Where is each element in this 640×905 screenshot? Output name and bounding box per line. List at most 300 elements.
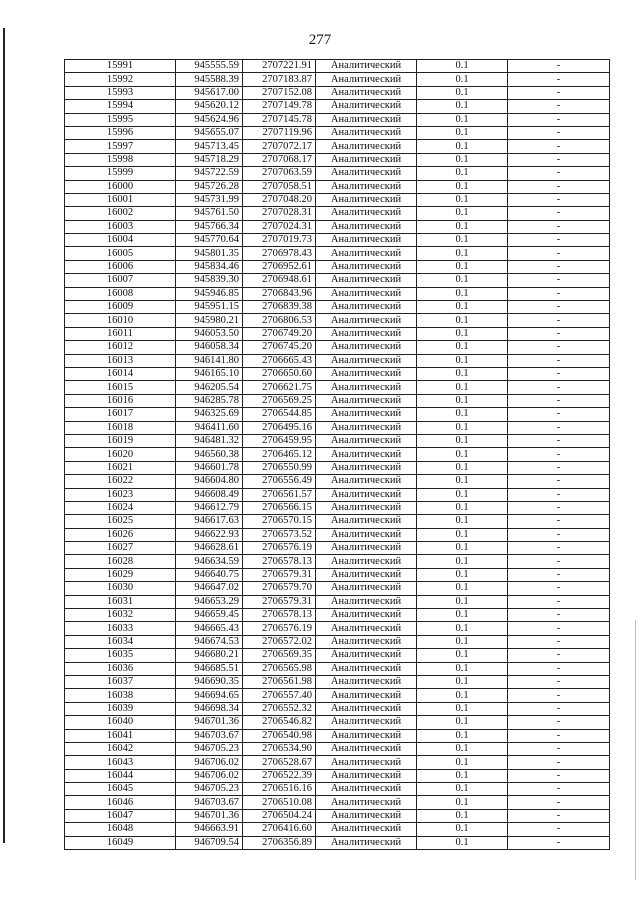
point-number-cell: 16041 — [65, 729, 176, 742]
note-cell: - — [508, 408, 610, 421]
note-cell: - — [508, 769, 610, 782]
note-cell: - — [508, 381, 610, 394]
table-row — [65, 783, 610, 796]
method-cell: Аналитический — [316, 809, 417, 822]
x-coordinate-cell: 945946.85 — [176, 287, 243, 300]
method-cell: Аналитический — [316, 475, 417, 488]
y-coordinate-cell: 2706843.96 — [243, 287, 316, 300]
note-cell: - — [508, 247, 610, 260]
point-number-cell: 16030 — [65, 582, 176, 595]
y-coordinate-cell: 2706569.25 — [243, 394, 316, 407]
method-cell: Аналитический — [316, 635, 417, 648]
accuracy-cell: 0.1 — [417, 408, 508, 421]
point-number-cell: 16040 — [65, 716, 176, 729]
method-cell: Аналитический — [316, 609, 417, 622]
y-coordinate-cell: 2706495.16 — [243, 421, 316, 434]
note-cell: - — [508, 301, 610, 314]
table-row — [65, 716, 610, 729]
note-cell: - — [508, 180, 610, 193]
method-cell: Аналитический — [316, 421, 417, 434]
x-coordinate-cell: 946604.80 — [176, 475, 243, 488]
y-coordinate-cell: 2706544.85 — [243, 408, 316, 421]
x-coordinate-cell: 945726.28 — [176, 180, 243, 193]
method-cell: Аналитический — [316, 100, 417, 113]
note-cell: - — [508, 783, 610, 796]
table-row — [65, 193, 610, 206]
scan-left-edge — [3, 28, 5, 843]
table-row — [65, 434, 610, 447]
table-row — [65, 742, 610, 755]
method-cell: Аналитический — [316, 542, 417, 555]
table-row — [65, 649, 610, 662]
x-coordinate-cell: 945722.59 — [176, 167, 243, 180]
point-number-cell: 16047 — [65, 809, 176, 822]
note-cell: - — [508, 367, 610, 380]
method-cell: Аналитический — [316, 622, 417, 635]
method-cell: Аналитический — [316, 515, 417, 528]
accuracy-cell: 0.1 — [417, 220, 508, 233]
method-cell: Аналитический — [316, 260, 417, 273]
accuracy-cell: 0.1 — [417, 568, 508, 581]
note-cell: - — [508, 675, 610, 688]
y-coordinate-cell: 2706572.02 — [243, 635, 316, 648]
method-cell: Аналитический — [316, 555, 417, 568]
accuracy-cell: 0.1 — [417, 555, 508, 568]
method-cell: Аналитический — [316, 796, 417, 809]
method-cell: Аналитический — [316, 769, 417, 782]
y-coordinate-cell: 2707183.87 — [243, 73, 316, 86]
note-cell: - — [508, 354, 610, 367]
table-row — [65, 475, 610, 488]
table-row — [65, 609, 610, 622]
accuracy-cell: 0.1 — [417, 247, 508, 260]
method-cell: Аналитический — [316, 220, 417, 233]
x-coordinate-cell: 946058.34 — [176, 341, 243, 354]
method-cell: Аналитический — [316, 675, 417, 688]
y-coordinate-cell: 2706665.43 — [243, 354, 316, 367]
accuracy-cell: 0.1 — [417, 301, 508, 314]
x-coordinate-cell: 946601.78 — [176, 461, 243, 474]
x-coordinate-cell: 946634.59 — [176, 555, 243, 568]
point-number-cell: 16037 — [65, 675, 176, 688]
point-number-cell: 16031 — [65, 595, 176, 608]
accuracy-cell: 0.1 — [417, 675, 508, 688]
y-coordinate-cell: 2707058.51 — [243, 180, 316, 193]
x-coordinate-cell: 946653.29 — [176, 595, 243, 608]
table-row — [65, 515, 610, 528]
note-cell: - — [508, 716, 610, 729]
accuracy-cell: 0.1 — [417, 836, 508, 849]
note-cell: - — [508, 220, 610, 233]
x-coordinate-cell: 945588.39 — [176, 73, 243, 86]
x-coordinate-cell: 946703.67 — [176, 796, 243, 809]
note-cell: - — [508, 394, 610, 407]
note-cell: - — [508, 542, 610, 555]
accuracy-cell: 0.1 — [417, 434, 508, 447]
method-cell: Аналитический — [316, 327, 417, 340]
table-row — [65, 582, 610, 595]
note-cell: - — [508, 635, 610, 648]
x-coordinate-cell: 946674.53 — [176, 635, 243, 648]
accuracy-cell: 0.1 — [417, 354, 508, 367]
point-number-cell: 16008 — [65, 287, 176, 300]
accuracy-cell: 0.1 — [417, 689, 508, 702]
table-row — [65, 542, 610, 555]
y-coordinate-cell: 2706561.57 — [243, 488, 316, 501]
accuracy-cell: 0.1 — [417, 823, 508, 836]
x-coordinate-cell: 946659.45 — [176, 609, 243, 622]
method-cell: Аналитический — [316, 341, 417, 354]
method-cell: Аналитический — [316, 702, 417, 715]
accuracy-cell: 0.1 — [417, 113, 508, 126]
accuracy-cell: 0.1 — [417, 260, 508, 273]
x-coordinate-cell: 946285.78 — [176, 394, 243, 407]
table-row — [65, 100, 610, 113]
method-cell: Аналитический — [316, 394, 417, 407]
accuracy-cell: 0.1 — [417, 180, 508, 193]
point-number-cell: 16046 — [65, 796, 176, 809]
accuracy-cell: 0.1 — [417, 394, 508, 407]
note-cell: - — [508, 314, 610, 327]
table-row — [65, 836, 610, 849]
note-cell: - — [508, 193, 610, 206]
y-coordinate-cell: 2706806.53 — [243, 314, 316, 327]
point-number-cell: 16039 — [65, 702, 176, 715]
accuracy-cell: 0.1 — [417, 448, 508, 461]
y-coordinate-cell: 2706573.52 — [243, 528, 316, 541]
point-number-cell: 16014 — [65, 367, 176, 380]
point-number-cell: 16015 — [65, 381, 176, 394]
y-coordinate-cell: 2707068.17 — [243, 153, 316, 166]
note-cell: - — [508, 501, 610, 514]
table-row — [65, 167, 610, 180]
method-cell: Аналитический — [316, 716, 417, 729]
x-coordinate-cell: 946628.61 — [176, 542, 243, 555]
x-coordinate-cell: 946617.63 — [176, 515, 243, 528]
note-cell: - — [508, 140, 610, 153]
x-coordinate-cell: 946701.36 — [176, 809, 243, 822]
table-row — [65, 367, 610, 380]
y-coordinate-cell: 2706569.35 — [243, 649, 316, 662]
point-number-cell: 16006 — [65, 260, 176, 273]
table-row — [65, 354, 610, 367]
x-coordinate-cell: 945766.34 — [176, 220, 243, 233]
accuracy-cell: 0.1 — [417, 193, 508, 206]
table-row — [65, 180, 610, 193]
method-cell: Аналитический — [316, 86, 417, 99]
x-coordinate-cell: 946481.32 — [176, 434, 243, 447]
table-row — [65, 274, 610, 287]
y-coordinate-cell: 2707221.91 — [243, 60, 316, 73]
x-coordinate-cell: 946608.49 — [176, 488, 243, 501]
point-number-cell: 16038 — [65, 689, 176, 702]
method-cell: Аналитический — [316, 126, 417, 139]
x-coordinate-cell: 945655.07 — [176, 126, 243, 139]
point-number-cell: 16025 — [65, 515, 176, 528]
y-coordinate-cell: 2706528.67 — [243, 756, 316, 769]
table-row — [65, 528, 610, 541]
y-coordinate-cell: 2706978.43 — [243, 247, 316, 260]
method-cell: Аналитический — [316, 783, 417, 796]
table-row — [65, 461, 610, 474]
x-coordinate-cell: 945620.12 — [176, 100, 243, 113]
method-cell: Аналитический — [316, 274, 417, 287]
point-number-cell: 16028 — [65, 555, 176, 568]
note-cell: - — [508, 555, 610, 568]
note-cell: - — [508, 809, 610, 822]
x-coordinate-cell: 946701.36 — [176, 716, 243, 729]
note-cell: - — [508, 475, 610, 488]
method-cell: Аналитический — [316, 140, 417, 153]
note-cell: - — [508, 421, 610, 434]
table-row — [65, 86, 610, 99]
y-coordinate-cell: 2706579.31 — [243, 568, 316, 581]
table-row — [65, 234, 610, 247]
point-number-cell: 16036 — [65, 662, 176, 675]
note-cell: - — [508, 622, 610, 635]
accuracy-cell: 0.1 — [417, 769, 508, 782]
note-cell: - — [508, 836, 610, 849]
note-cell: - — [508, 689, 610, 702]
point-number-cell: 15993 — [65, 86, 176, 99]
x-coordinate-cell: 945555.59 — [176, 60, 243, 73]
y-coordinate-cell: 2706504.24 — [243, 809, 316, 822]
note-cell: - — [508, 528, 610, 541]
method-cell: Аналитический — [316, 662, 417, 675]
accuracy-cell: 0.1 — [417, 421, 508, 434]
table-row — [65, 140, 610, 153]
x-coordinate-cell: 946665.43 — [176, 622, 243, 635]
table-row — [65, 702, 610, 715]
x-coordinate-cell: 946663.91 — [176, 823, 243, 836]
x-coordinate-cell: 946705.23 — [176, 742, 243, 755]
accuracy-cell: 0.1 — [417, 783, 508, 796]
method-cell: Аналитический — [316, 113, 417, 126]
note-cell: - — [508, 73, 610, 86]
point-number-cell: 15997 — [65, 140, 176, 153]
accuracy-cell: 0.1 — [417, 287, 508, 300]
y-coordinate-cell: 2706579.31 — [243, 595, 316, 608]
x-coordinate-cell: 945834.46 — [176, 260, 243, 273]
x-coordinate-cell: 945801.35 — [176, 247, 243, 260]
accuracy-cell: 0.1 — [417, 609, 508, 622]
table-row — [65, 207, 610, 220]
point-number-cell: 16021 — [65, 461, 176, 474]
table-row — [65, 381, 610, 394]
y-coordinate-cell: 2707024.31 — [243, 220, 316, 233]
method-cell: Аналитический — [316, 729, 417, 742]
table-row — [65, 568, 610, 581]
x-coordinate-cell: 945713.45 — [176, 140, 243, 153]
x-coordinate-cell: 946680.21 — [176, 649, 243, 662]
y-coordinate-cell: 2706546.82 — [243, 716, 316, 729]
table-row — [65, 488, 610, 501]
method-cell: Аналитический — [316, 367, 417, 380]
point-number-cell: 16035 — [65, 649, 176, 662]
accuracy-cell: 0.1 — [417, 167, 508, 180]
method-cell: Аналитический — [316, 742, 417, 755]
table-row — [65, 769, 610, 782]
table-row — [65, 327, 610, 340]
point-number-cell: 16012 — [65, 341, 176, 354]
method-cell: Аналитический — [316, 381, 417, 394]
method-cell: Аналитический — [316, 595, 417, 608]
accuracy-cell: 0.1 — [417, 716, 508, 729]
accuracy-cell: 0.1 — [417, 542, 508, 555]
coordinates-table-body — [65, 60, 610, 850]
y-coordinate-cell: 2706556.49 — [243, 475, 316, 488]
x-coordinate-cell: 946560.38 — [176, 448, 243, 461]
x-coordinate-cell: 946690.35 — [176, 675, 243, 688]
table-row — [65, 756, 610, 769]
point-number-cell: 16011 — [65, 327, 176, 340]
y-coordinate-cell: 2706749.20 — [243, 327, 316, 340]
y-coordinate-cell: 2706650.60 — [243, 367, 316, 380]
y-coordinate-cell: 2706745.20 — [243, 341, 316, 354]
note-cell: - — [508, 823, 610, 836]
accuracy-cell: 0.1 — [417, 635, 508, 648]
point-number-cell: 16016 — [65, 394, 176, 407]
method-cell: Аналитический — [316, 73, 417, 86]
table-row — [65, 126, 610, 139]
method-cell: Аналитический — [316, 234, 417, 247]
table-row — [65, 555, 610, 568]
y-coordinate-cell: 2707152.08 — [243, 86, 316, 99]
y-coordinate-cell: 2706576.19 — [243, 622, 316, 635]
accuracy-cell: 0.1 — [417, 528, 508, 541]
x-coordinate-cell: 946053.50 — [176, 327, 243, 340]
accuracy-cell: 0.1 — [417, 126, 508, 139]
y-coordinate-cell: 2706948.61 — [243, 274, 316, 287]
method-cell: Аналитический — [316, 756, 417, 769]
method-cell: Аналитический — [316, 568, 417, 581]
table-row — [65, 394, 610, 407]
note-cell: - — [508, 60, 610, 73]
note-cell: - — [508, 488, 610, 501]
accuracy-cell: 0.1 — [417, 274, 508, 287]
table-row — [65, 662, 610, 675]
x-coordinate-cell: 946706.02 — [176, 769, 243, 782]
y-coordinate-cell: 2706565.98 — [243, 662, 316, 675]
y-coordinate-cell: 2706570.15 — [243, 515, 316, 528]
method-cell: Аналитический — [316, 649, 417, 662]
table-row — [65, 408, 610, 421]
table-row — [65, 675, 610, 688]
method-cell: Аналитический — [316, 689, 417, 702]
accuracy-cell: 0.1 — [417, 341, 508, 354]
method-cell: Аналитический — [316, 207, 417, 220]
y-coordinate-cell: 2706534.90 — [243, 742, 316, 755]
accuracy-cell: 0.1 — [417, 367, 508, 380]
point-number-cell: 15995 — [65, 113, 176, 126]
x-coordinate-cell: 946694.65 — [176, 689, 243, 702]
method-cell: Аналитический — [316, 836, 417, 849]
y-coordinate-cell: 2706578.13 — [243, 609, 316, 622]
y-coordinate-cell: 2706416.60 — [243, 823, 316, 836]
x-coordinate-cell: 946205.54 — [176, 381, 243, 394]
accuracy-cell: 0.1 — [417, 729, 508, 742]
x-coordinate-cell: 945617.00 — [176, 86, 243, 99]
y-coordinate-cell: 2706540.98 — [243, 729, 316, 742]
x-coordinate-cell: 945718.29 — [176, 153, 243, 166]
point-number-cell: 16029 — [65, 568, 176, 581]
x-coordinate-cell: 946612.79 — [176, 501, 243, 514]
note-cell: - — [508, 86, 610, 99]
note-cell: - — [508, 448, 610, 461]
accuracy-cell: 0.1 — [417, 461, 508, 474]
point-number-cell: 16018 — [65, 421, 176, 434]
accuracy-cell: 0.1 — [417, 314, 508, 327]
accuracy-cell: 0.1 — [417, 207, 508, 220]
accuracy-cell: 0.1 — [417, 515, 508, 528]
y-coordinate-cell: 2706952.61 — [243, 260, 316, 273]
point-number-cell: 16034 — [65, 635, 176, 648]
x-coordinate-cell: 946685.51 — [176, 662, 243, 675]
x-coordinate-cell: 946698.34 — [176, 702, 243, 715]
table-row — [65, 809, 610, 822]
note-cell: - — [508, 434, 610, 447]
method-cell: Аналитический — [316, 501, 417, 514]
y-coordinate-cell: 2707145.78 — [243, 113, 316, 126]
method-cell: Аналитический — [316, 301, 417, 314]
table-row — [65, 448, 610, 461]
point-number-cell: 15992 — [65, 73, 176, 86]
note-cell: - — [508, 702, 610, 715]
note-cell: - — [508, 582, 610, 595]
x-coordinate-cell: 946640.75 — [176, 568, 243, 581]
page-number: 277 — [308, 32, 332, 48]
note-cell: - — [508, 234, 610, 247]
point-number-cell: 15991 — [65, 60, 176, 73]
accuracy-cell: 0.1 — [417, 649, 508, 662]
note-cell: - — [508, 167, 610, 180]
table-row — [65, 287, 610, 300]
y-coordinate-cell: 2707048.20 — [243, 193, 316, 206]
point-number-cell: 16048 — [65, 823, 176, 836]
method-cell: Аналитический — [316, 193, 417, 206]
x-coordinate-cell: 945770.64 — [176, 234, 243, 247]
method-cell: Аналитический — [316, 287, 417, 300]
point-number-cell: 16000 — [65, 180, 176, 193]
accuracy-cell: 0.1 — [417, 662, 508, 675]
point-number-cell: 15994 — [65, 100, 176, 113]
point-number-cell: 16005 — [65, 247, 176, 260]
method-cell: Аналитический — [316, 448, 417, 461]
x-coordinate-cell: 945839.30 — [176, 274, 243, 287]
y-coordinate-cell: 2707019.73 — [243, 234, 316, 247]
accuracy-cell: 0.1 — [417, 381, 508, 394]
note-cell: - — [508, 341, 610, 354]
point-number-cell: 16023 — [65, 488, 176, 501]
point-number-cell: 16022 — [65, 475, 176, 488]
coordinates-table — [64, 59, 610, 850]
point-number-cell: 15998 — [65, 153, 176, 166]
note-cell: - — [508, 207, 610, 220]
note-cell: - — [508, 126, 610, 139]
accuracy-cell: 0.1 — [417, 809, 508, 822]
y-coordinate-cell: 2706516.16 — [243, 783, 316, 796]
point-number-cell: 16049 — [65, 836, 176, 849]
method-cell: Аналитический — [316, 153, 417, 166]
x-coordinate-cell: 946705.23 — [176, 783, 243, 796]
point-number-cell: 16009 — [65, 301, 176, 314]
y-coordinate-cell: 2707149.78 — [243, 100, 316, 113]
table-row — [65, 635, 610, 648]
y-coordinate-cell: 2706522.39 — [243, 769, 316, 782]
point-number-cell: 16010 — [65, 314, 176, 327]
y-coordinate-cell: 2706356.89 — [243, 836, 316, 849]
table-row — [65, 60, 610, 73]
